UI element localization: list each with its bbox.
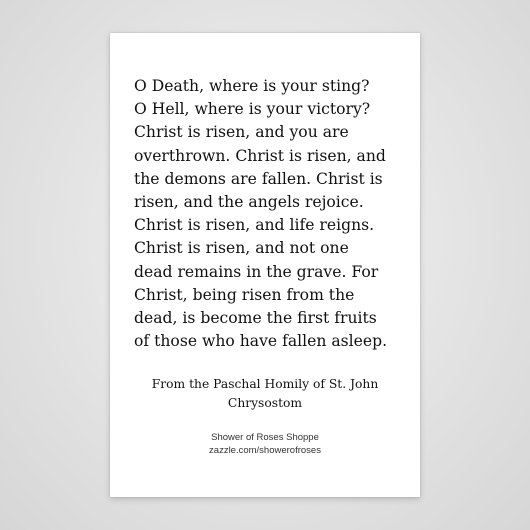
quote-line: O Death, where is your sting?: [134, 77, 370, 95]
printed-card: [110, 33, 420, 497]
quote-line: the demons are fallen. Christ is: [134, 169, 383, 188]
quote-line: O Hell, where is your victory?: [134, 100, 371, 119]
quote-line: risen, and the angels rejoice.: [134, 193, 364, 212]
attribution-line: Chrysostom: [227, 396, 303, 410]
quote-line: dead remains in the grave. For: [134, 262, 379, 281]
quote-line: Christ, being risen from the: [134, 285, 355, 304]
quote-line: Christ is risen, and you are: [134, 123, 349, 142]
quote-line: overthrown. Christ is risen, and: [134, 146, 386, 165]
attribution-line: From the Paschal Homily of St. John: [151, 377, 379, 391]
quote-line: Christ is risen, and not one: [134, 239, 349, 258]
quote-attribution: [110, 375, 420, 413]
homily-quote: [134, 75, 410, 353]
shop-credit: [110, 431, 420, 457]
quote-line: dead, is become the first fruits: [134, 309, 377, 328]
quote-line: of those who have fallen asleep.: [134, 332, 388, 351]
shop-name: Shower of Roses Shoppe: [211, 432, 319, 443]
shop-url: zazzle.com/showerofroses: [209, 445, 321, 456]
quote-line: Christ is risen, and life reigns.: [134, 216, 375, 235]
